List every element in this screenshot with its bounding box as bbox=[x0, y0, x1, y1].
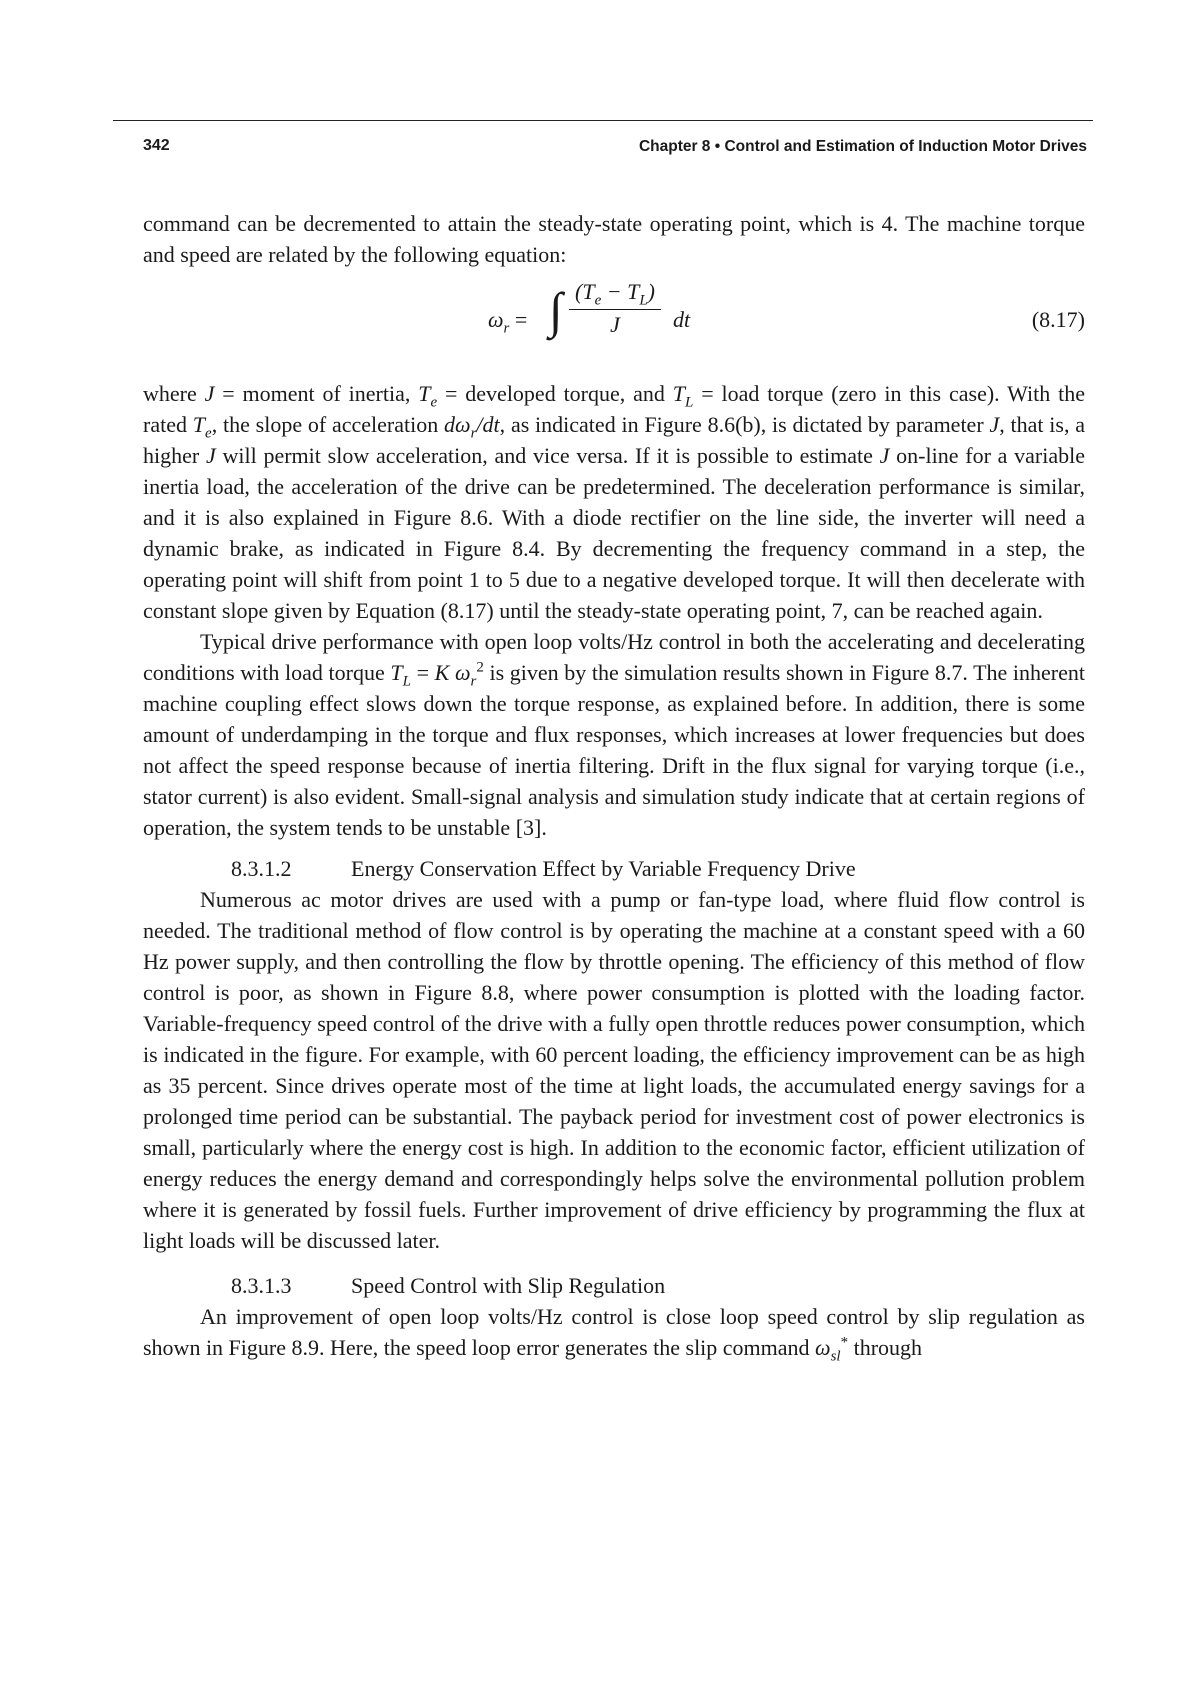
paragraph-5: An improvement of open loop volts/Hz control is close loop speed control by slip regulation as shown in Figure 8.9. Here, the speed loop error generates the slip command $\omega_{sl}^*$ through bbox=[143, 1304, 1085, 1365]
paragraph-4: Numerous ac motor drives are used with a pump or fan-type load, where fluid flow control is needed. The traditional method of flow control is by operating the machine at a constant speed with a 60 Hz power supply, and then controlling the flow by throttle opening. The efficiency of this method of flow control is poor, as shown in Figure 8.8, where power consumption is plotted with the loading factor. Variable-frequency speed control of the drive with a fully open throttle reduces power consumption, which is indicated in the figure. For example, with 60 percent loading, the efficiency improvement can be as high as 35 percent. Since drives operate most of the time at light loads, the accumulated energy savings for a prolonged time period can be substantial. The payback period for investment cost of power electronics is small, particularly where the energy cost is high. In addition to the economic factor, efficient utilization of energy reduces the energy demand and correspondingly helps solve the environmental pollution problem where it is generated by fossil fuels. Further improvement of drive efficiency by programming the flux at light loads will be discussed later. bbox=[143, 887, 1085, 1253]
section-number: 8.3.1.3 bbox=[231, 1273, 292, 1298]
section-title: Energy Conservation Effect by Variable Frequency Drive bbox=[351, 856, 856, 881]
section-number: 8.3.1.2 bbox=[231, 856, 292, 881]
fraction-denominator: J bbox=[610, 312, 620, 337]
equation-number: (8.17) bbox=[1031, 307, 1085, 332]
paragraph-3: Typical drive performance with open loop volts/Hz control in both the accelerating and decelerating conditions with load torque $T_L = K$ $\omega_r^2$ is given by the simulation results shown in Figure 8.7. The inherent machine coupling effect slows down the torque response, as explained before. In addition, there is some amount of underdamping in the torque and flux responses, which increases at lower frequencies but does not affect the speed response because of inertia filtering. Drift in the flux signal for varying torque (i.e., stator current) is also evident. Small-signal analysis and simulation study indicate that at certain regions of operation, the system tends to be unstable [3]. bbox=[143, 629, 1085, 840]
fraction-numerator: $(T_e - T_L)$ bbox=[569, 278, 661, 310]
equation-lhs: $\omega_r$ = bbox=[488, 307, 528, 337]
page-body bbox=[143, 208, 1085, 1363]
running-head: Chapter 8 • Control and Estimation of Induction Motor Drives bbox=[638, 138, 1087, 155]
paragraph-1: command can be decremented to attain the steady-state operating point, which is 4. The machine torque and speed are related by the following equation: bbox=[143, 211, 1085, 267]
equation-dt: dt bbox=[673, 307, 691, 332]
integral-sign: ∫ bbox=[549, 282, 563, 338]
section-title: Speed Control with Slip Regulation bbox=[351, 1273, 666, 1298]
equation-fraction bbox=[569, 278, 661, 340]
section-heading-8-3-1-2 bbox=[143, 853, 1085, 884]
paragraph-2: where J = moment of inertia, $T_e$ = developed torque, and $T_L$ = load torque (zero in this case). With the rated $T_e$, the slope of acceleration $d\omega_r/dt$, as indicated in Figure 8.6(b), is dictated by parameter J, that is, a higher J will permit slow acceleration, and vice versa. If it is possible to estimate J on-line for a variable inertia load, the acceleration of the drive can be predetermined. The deceleration performance is similar, and it is also explained in Figure 8.6. With a diode rectifier on the line side, the inverter will need a dynamic brake, as indicated in Figure 8.4. By decrementing the frequency command in a step, the operating point will shift from point 1 to 5 due to a negative developed torque. It will then decelerate with constant slope given by Equation (8.17) until the steady-state operating point, 7, can be reached again. bbox=[143, 381, 1086, 623]
header-rule bbox=[113, 120, 1093, 121]
equation-8-17 bbox=[143, 276, 1085, 368]
section-heading-8-3-1-3 bbox=[143, 1270, 1085, 1301]
page-number: 342 bbox=[143, 137, 170, 154]
